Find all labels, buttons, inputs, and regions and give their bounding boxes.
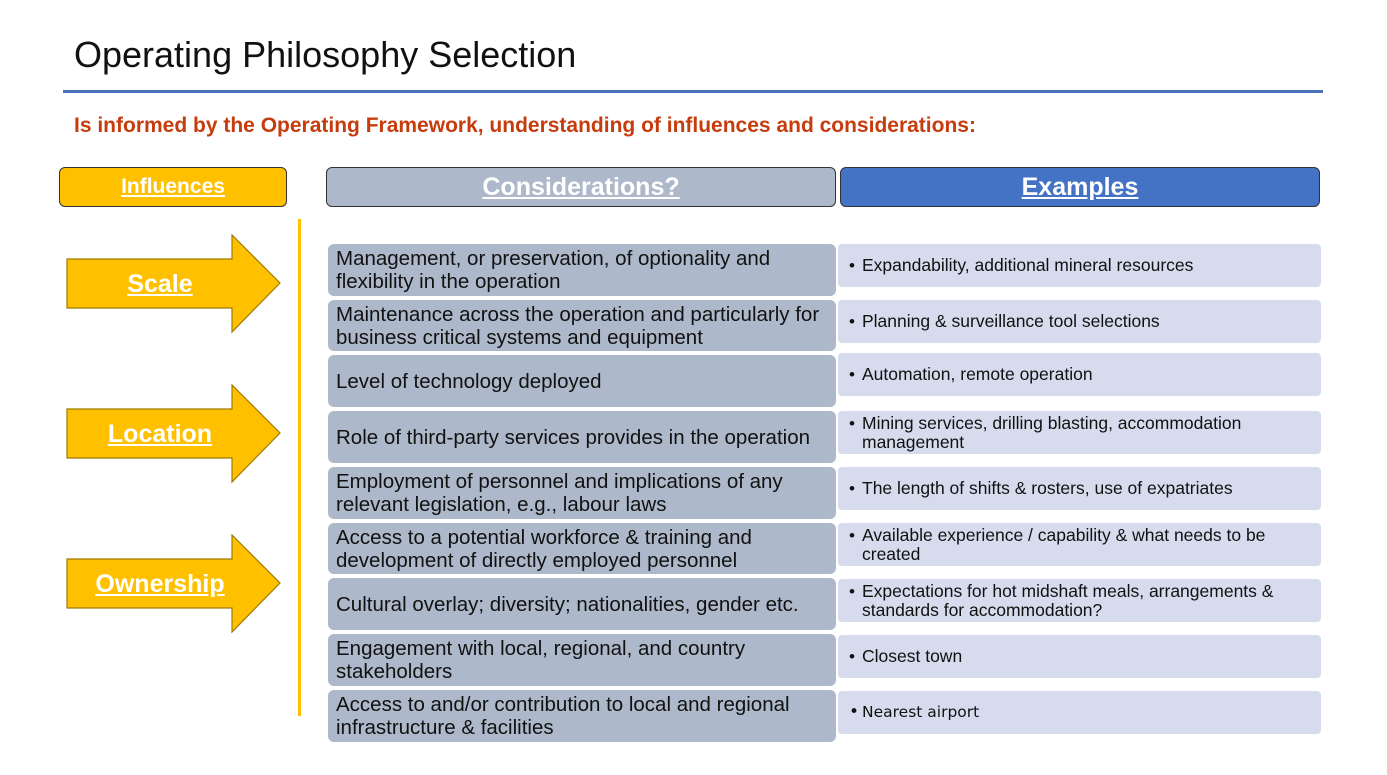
page-subtitle: Is informed by the Operating Framework, understanding of influences and considerations: (74, 114, 976, 137)
page-title: Operating Philosophy Selection (74, 34, 577, 75)
example-item (838, 691, 1321, 734)
consideration-item: Access to a potential workforce & training and development of directly employed personnel (328, 523, 836, 574)
bullet-icon: • (849, 256, 855, 275)
bullet-icon: • (849, 581, 855, 601)
example-text: Mining services, drilling blasting, accommodation management (862, 412, 1242, 452)
bullet-icon: • (849, 702, 860, 722)
bullet-icon: • (849, 365, 855, 384)
examples-header: Examples (840, 167, 1320, 207)
consideration-item: Level of technology deployed (328, 355, 836, 407)
example-item (838, 467, 1321, 510)
influence-label: Location (107, 419, 213, 448)
example-text: Automation, remote operation (862, 364, 1093, 384)
considerations-header: Considerations? (326, 167, 836, 207)
bullet-icon: • (849, 413, 855, 433)
example-text: Closest town (862, 646, 963, 666)
example-text: Planning & surveillance tool selections (862, 311, 1160, 331)
consideration-item: Cultural overlay; diversity; nationalities, gender etc. (328, 578, 836, 630)
consideration-item: Role of third-party services provides in the operation (328, 411, 836, 463)
title-divider (63, 90, 1323, 93)
influence-arrow-location (66, 384, 282, 484)
example-item (838, 635, 1321, 678)
example-item (838, 244, 1321, 287)
example-text: The length of shifts & rosters, use of expatriates (862, 478, 1233, 498)
divider-line (298, 219, 301, 716)
influences-header: Influences (59, 167, 287, 207)
influence-label: Ownership (95, 569, 225, 598)
example-text: Available experience / capability & what needs to be created (862, 524, 1266, 564)
bullet-icon: • (849, 647, 855, 666)
example-item (838, 300, 1321, 343)
example-item (838, 523, 1321, 566)
influence-arrow-scale (66, 234, 282, 334)
consideration-item: Employment of personnel and implications of any relevant legislation, e.g., labour laws (328, 467, 836, 519)
bullet-icon: • (849, 525, 855, 545)
influence-arrow-ownership (66, 534, 282, 634)
consideration-item: Maintenance across the operation and particularly for business critical systems and equipment (328, 300, 836, 351)
consideration-item: Engagement with local, regional, and country stakeholders (328, 634, 836, 686)
consideration-item: Management, or preservation, of optionality and flexibility in the operation (328, 244, 836, 296)
example-text: Expandability, additional mineral resources (862, 255, 1194, 275)
example-item (838, 411, 1321, 454)
influence-label: Scale (127, 269, 193, 298)
example-item (838, 353, 1321, 396)
example-text: Nearest airport (862, 703, 980, 721)
bullet-icon: • (849, 312, 855, 331)
bullet-icon: • (849, 479, 855, 498)
example-text: Expectations for hot midshaft meals, arrangements & standards for accommodation? (862, 580, 1274, 620)
example-item (838, 579, 1321, 622)
consideration-item: Access to and/or contribution to local and regional infrastructure & facilities (328, 690, 836, 742)
